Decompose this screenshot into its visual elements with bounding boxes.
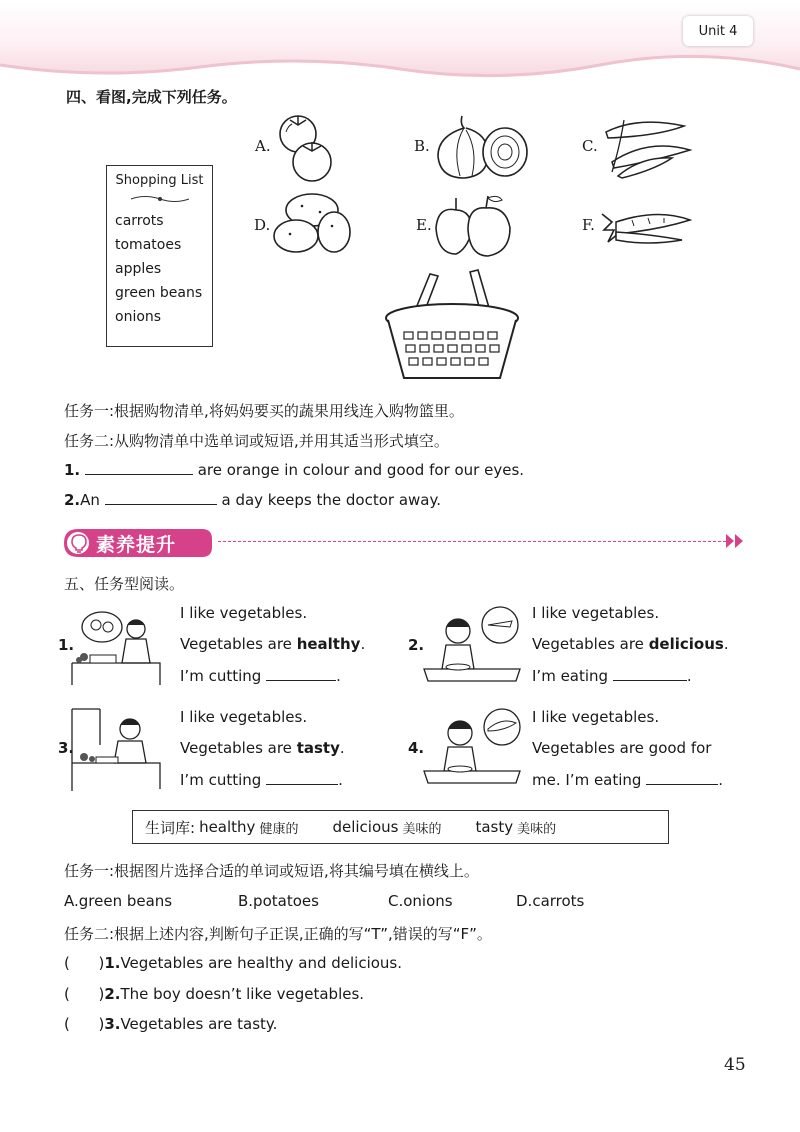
option-b-letter: B. — [414, 137, 430, 155]
word-bank-meaning: 健康的 — [259, 821, 299, 837]
lightbulb-icon — [70, 533, 88, 553]
boy-cutting-kitchen-illustration — [70, 705, 162, 791]
word-bank-label: 生词库: — [145, 818, 196, 837]
option-c-letter: C. — [582, 137, 598, 155]
judge-statement: Vegetables are healthy and delicious. — [120, 954, 403, 972]
item3-line3: I’m cutting . — [180, 771, 343, 789]
q2-answer-blank[interactable] — [105, 490, 217, 505]
item3-answer-blank[interactable] — [266, 770, 338, 785]
item2-keyword: delicious — [648, 635, 724, 653]
judge-answer-bracket[interactable]: ( ) — [64, 985, 105, 1003]
q1-answer-blank[interactable] — [85, 460, 193, 475]
item3-line2-suffix: . — [339, 739, 345, 757]
item3-line1: I like vegetables. — [180, 708, 308, 726]
choice-c: C.onions — [388, 892, 453, 910]
item1-line2-prefix: Vegetables are — [180, 635, 297, 653]
boy-eating-carrot-illustration — [422, 603, 522, 687]
item4-line3: me. I’m eating . — [532, 771, 724, 789]
judge-number: 2. — [104, 985, 121, 1003]
judge-statement: The boy doesn’t like vegetables. — [120, 985, 365, 1003]
option-e-letter: E. — [416, 216, 432, 234]
item2-line1: I like vegetables. — [532, 604, 660, 622]
judge-statement: Vegetables are tasty. — [120, 1015, 278, 1033]
section5-task1: 任务一:根据图片选择合适的单词或短语,将其编号填在横线上。 — [64, 862, 479, 880]
judge-row — [64, 954, 402, 972]
judge-number: 1. — [104, 954, 121, 972]
option-a-letter: A. — [255, 137, 271, 155]
item2-line2 — [532, 635, 729, 653]
section4-task1: 任务一:根据购物清单,将妈妈要买的蔬果用线连入购物篮里。 — [64, 402, 464, 420]
item1-line3-text: I’m cutting — [180, 667, 262, 685]
item1-line3: I’m cutting . — [180, 667, 341, 685]
boy-cutting-illustration — [70, 603, 162, 687]
item1-line2 — [180, 635, 365, 653]
flourish-icon — [129, 194, 191, 204]
section4-task2: 任务二:从购物清单中选单词或短语,并用其适当形式填空。 — [64, 432, 449, 450]
item1-number: 1. — [58, 636, 75, 654]
q1-number: 1. — [64, 461, 81, 479]
item3-line2-prefix: Vegetables are — [180, 739, 297, 757]
judge-number: 3. — [104, 1015, 121, 1033]
item3-line3-text: I’m cutting — [180, 771, 262, 789]
item4-line2: Vegetables are good for — [532, 739, 712, 757]
choice-b: B.potatoes — [238, 892, 319, 910]
green-beans-icon — [598, 112, 696, 180]
choice-d: D.carrots — [516, 892, 585, 910]
word-bank-meaning: 美味的 — [402, 821, 442, 837]
item2-line3: I’m eating . — [532, 667, 692, 685]
potato-icon — [272, 190, 356, 258]
option-d-letter: D. — [254, 216, 271, 234]
item3-keyword: tasty — [296, 739, 340, 757]
judge-row — [64, 1015, 277, 1033]
shopping-item: carrots — [115, 213, 164, 229]
word-bank — [132, 810, 669, 844]
judge-answer-bracket[interactable]: ( ) — [64, 1015, 105, 1033]
judge-answer-bracket[interactable]: ( ) — [64, 954, 105, 972]
choice-a: A.green beans — [64, 892, 173, 910]
item2-line2-suffix: . — [723, 635, 729, 653]
item4-line3-text: me. I’m eating — [532, 771, 642, 789]
q2-prefix: An — [80, 491, 100, 509]
basket-icon — [382, 268, 522, 386]
onion-icon — [430, 112, 530, 182]
double-arrow-icon — [726, 534, 746, 548]
item1-line2-suffix: . — [360, 635, 366, 653]
judge-row — [64, 985, 364, 1003]
item3-line2 — [180, 739, 345, 757]
shopping-list-title: Shopping List — [115, 173, 204, 188]
q2-text: a day keeps the doctor away. — [221, 491, 441, 509]
apple-icon — [432, 192, 514, 260]
item4-answer-blank[interactable] — [646, 770, 718, 785]
item2-answer-blank[interactable] — [613, 666, 687, 681]
shopping-item: tomatoes — [115, 237, 182, 253]
item1-line1: I like vegetables. — [180, 604, 308, 622]
section4-q1 — [64, 460, 524, 479]
shopping-item: green beans — [115, 285, 203, 301]
item2-line3-text: I’m eating — [532, 667, 609, 685]
page-number: 45 — [724, 1055, 746, 1075]
word-bank-term: tasty — [475, 818, 514, 836]
item2-line2-prefix: Vegetables are — [532, 635, 649, 653]
unit-label: Unit 4 — [683, 16, 753, 46]
shopping-list — [106, 165, 213, 347]
section4-q2 — [64, 490, 441, 509]
boy-eating-beans-illustration — [422, 705, 522, 789]
item4-line1: I like vegetables. — [532, 708, 660, 726]
word-bank-meaning: 美味的 — [517, 821, 557, 837]
item1-keyword: healthy — [296, 635, 361, 653]
tomato-icon — [272, 112, 338, 184]
section5-task2: 任务二:根据上述内容,判断句子正误,正确的写“T”,错误的写“F”。 — [64, 925, 492, 943]
shopping-item: apples — [115, 261, 162, 277]
word-bank-term: healthy — [199, 818, 256, 836]
header-wave-decoration — [0, 55, 800, 85]
banner-dashed-line — [218, 541, 726, 542]
word-bank-term: delicious — [332, 818, 399, 836]
section4-title: 四、看图,完成下列任务。 — [66, 88, 237, 106]
item4-number: 4. — [408, 739, 425, 757]
section5-title: 五、任务型阅读。 — [64, 575, 185, 593]
item3-number: 3. — [58, 739, 75, 757]
q2-number: 2. — [64, 491, 81, 509]
banner-label: 素养提升 — [96, 534, 177, 556]
item2-number: 2. — [408, 636, 425, 654]
option-f-letter: F. — [582, 216, 595, 234]
shopping-item: onions — [115, 309, 162, 325]
carrot-icon — [598, 200, 694, 252]
item1-answer-blank[interactable] — [266, 666, 336, 681]
q1-text: are orange in colour and good for our eyes. — [197, 461, 525, 479]
